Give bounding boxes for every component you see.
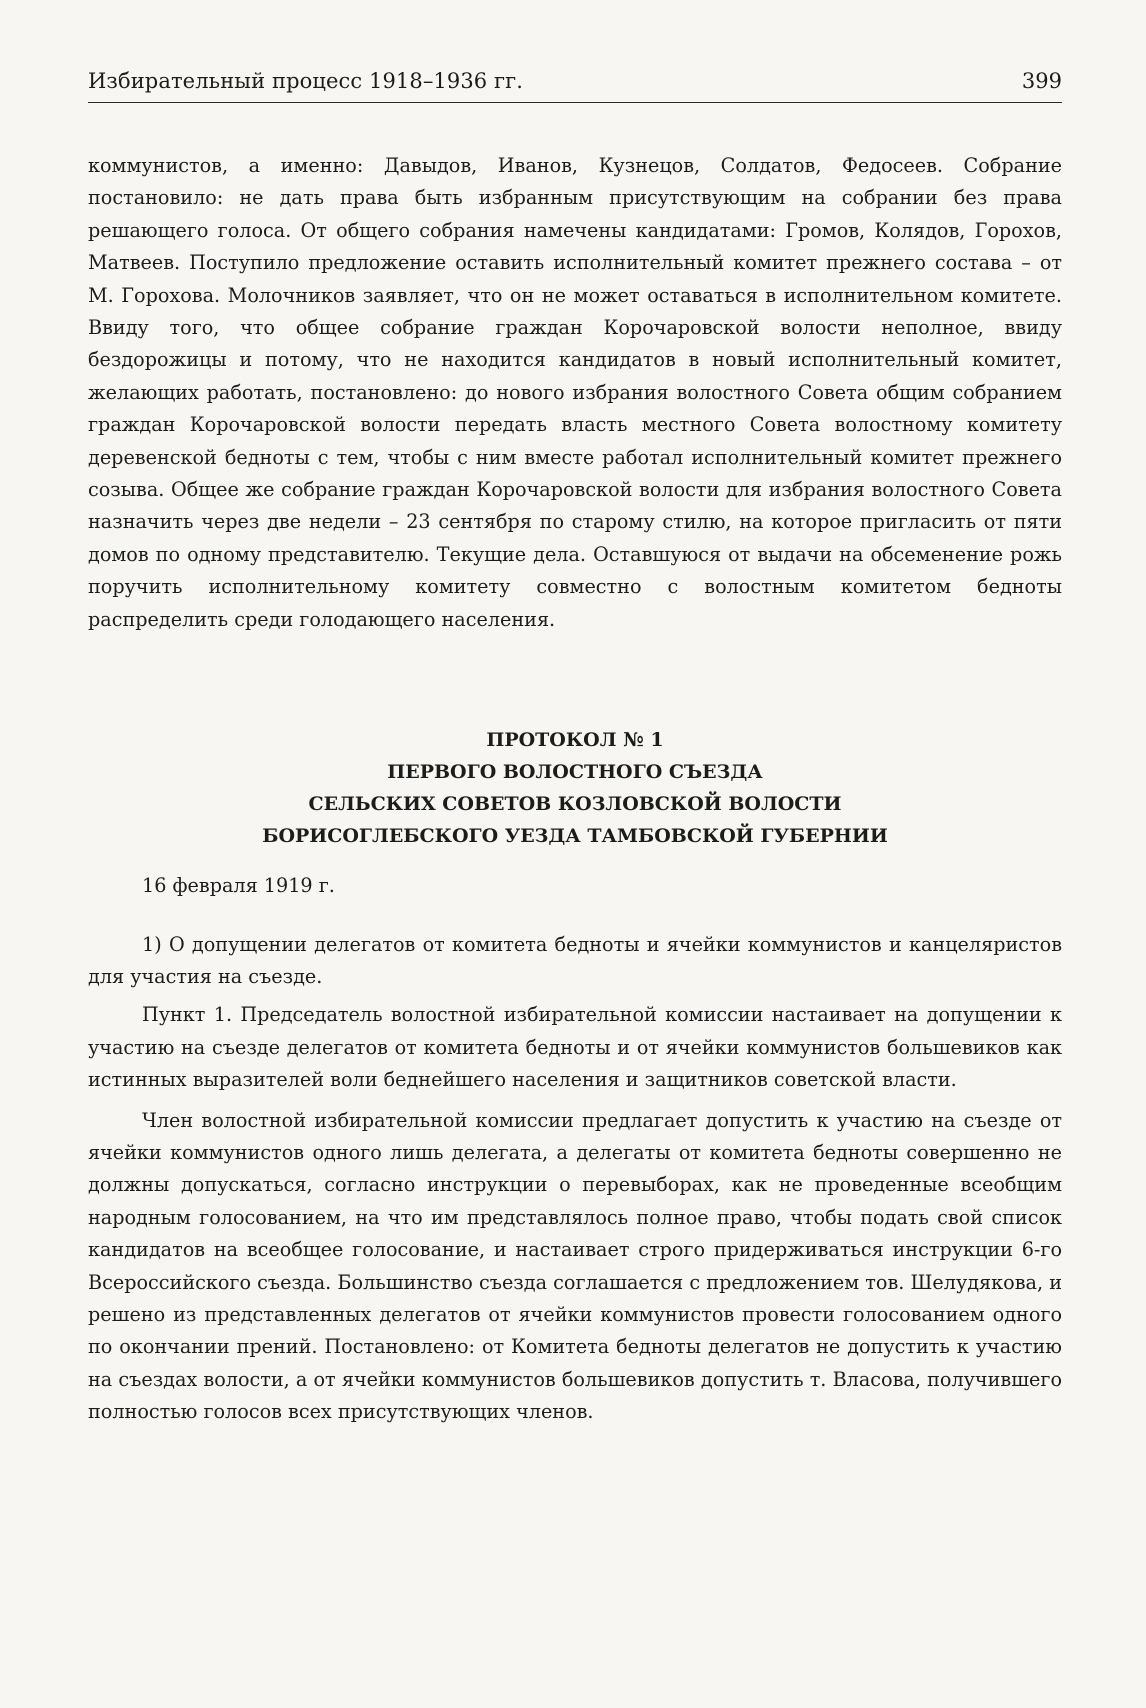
protocol-heading bbox=[88, 724, 1062, 852]
body-text bbox=[88, 150, 1062, 1429]
running-title: Избирательный процесс 1918–1936 гг. bbox=[88, 69, 524, 93]
heading-line-2: ПЕРВОГО ВОЛОСТНОГО СЪЕЗДА bbox=[387, 761, 763, 784]
paragraph-point-1: Пункт 1. Председатель волостной избирательной комиссии настаивает на допущении к участию на съезде делегатов от комитета бедноты и от ячейки коммунистов большевиков как истинных выразителей воли беднейшего населения и защитников советской власти. bbox=[88, 1003, 1062, 1092]
paragraph-continuation: коммунистов, а именно: Давыдов, Иванов, Кузнецов, Солдатов, Федосеев. Собрание постановило: не дать права быть избранным присутствующим на собрании без права решающего голоса. От общего собрания намечены кандидатами: Громов, Колядов, Горохов, Матвеев. Поступило предложение оставить исполнительный комитет прежнего состава – от М. Горохова. Молочников заявляет, что он не может оставаться в исполнительном комитете. Ввиду того, что общее собрание граждан Корочаровской волости неполное, ввиду бездорожицы и потому, что не находится кандидатов в новый исполнительный комитет, желающих работать, постановлено: до нового избрания волостного Совета общим собранием граждан Корочаровской волости передать власть местного Совета волостному комитету деревенской бедноты с тем, чтобы с ним вместе работал исполнительный комитет прежнего созыва. Общее же собрание граждан Корочаровской волости для избрания волостного Совета назначить через две недели – 23 сентября по старому стилю, на которое пригласить от пяти домов по одному представителю. Текущие дела. Оставшуюся от выдачи на обсеменение рожь поручить исполнительному комитету совместно с волостным комитетом бедноты распределить среди голодающего населения. bbox=[88, 154, 1062, 631]
paragraph-member-proposal: Член волостной избирательной комиссии предлагает допустить к участию на съезде от ячейки коммунистов одного лишь делегата, а делегаты от комитета бедноты совершенно не должны допускаться, согласно инструкции о перевыборах, как не проведенные всеобщим народным голосованием, на что им представлялось полное право, чтобы подать свой список кандидатов на всеобщее голосование, и настаивает строго придерживаться инструкции 6-го Всероссийского съезда. Большинство съезда соглашается с предложением тов. Шелудякова, и решено из представленных делегатов от ячейки коммунистов провести голосованием одного по окончании прений. Постановлено: от Комитета бедноты делегатов не допустить к участию на съездах волости, а от ячейки коммунистов большевиков допустить т. Власова, получившего полностью голосов всех присутствующих членов. bbox=[88, 1108, 1062, 1424]
heading-line-4: БОРИСОГЛЕБСКОГО УЕЗДА ТАМБОВСКОЙ ГУБЕРНИИ bbox=[262, 825, 888, 848]
page-number: 399 bbox=[1021, 69, 1062, 93]
agenda-item-1: 1) О допущении делегатов от комитета бедноты и ячейки коммунистов и канцеляристов для участия на съезде. bbox=[88, 932, 1062, 988]
heading-line-1: ПРОТОКОЛ № 1 bbox=[486, 729, 664, 752]
heading-line-3: СЕЛЬСКИХ СОВЕТОВ КОЗЛОВСКОЙ ВОЛОСТИ bbox=[308, 793, 842, 816]
page-header bbox=[88, 68, 1062, 103]
protocol-date: 16 февраля 1919 г. bbox=[142, 874, 335, 898]
